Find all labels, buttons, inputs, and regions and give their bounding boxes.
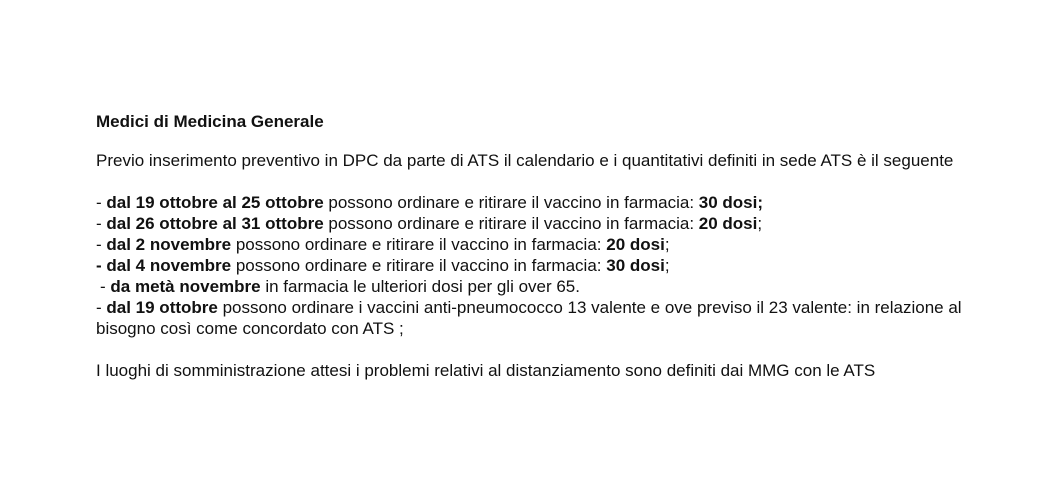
list-item: - dal 26 ottobre al 31 ottobre possono ordinare e ritirare il vaccino in farmacia: 20 dosi; bbox=[96, 214, 763, 233]
intro-paragraph: Previo inserimento preventivo in DPC da parte di ATS il calendario e i quantitativi definiti in sede ATS è il seguente bbox=[96, 151, 954, 170]
list-item: - da metà novembre in farmacia le ulteriori dosi per gli over 65. bbox=[100, 277, 580, 296]
list-item: - dal 4 novembre possono ordinare e ritirare il vaccino in farmacia: 30 dosi; bbox=[96, 256, 670, 275]
schedule-list bbox=[96, 192, 1011, 339]
document-page bbox=[96, 111, 1011, 381]
closing-paragraph: I luoghi di somministrazione attesi i problemi relativi al distanziamento sono definiti dai MMG con le ATS bbox=[96, 361, 876, 380]
list-item: - dal 19 ottobre al 25 ottobre possono ordinare e ritirare il vaccino in farmacia: 30 dosi; bbox=[96, 193, 764, 212]
section-heading: Medici di Medicina Generale bbox=[96, 112, 324, 131]
list-item: - dal 2 novembre possono ordinare e ritirare il vaccino in farmacia: 20 dosi; bbox=[96, 235, 670, 254]
list-item: - dal 19 ottobre possono ordinare i vaccini anti-pneumococco 13 valente e ove previso il 23 valente: in relazione al bisogno così come concordato con ATS ; bbox=[96, 298, 962, 338]
